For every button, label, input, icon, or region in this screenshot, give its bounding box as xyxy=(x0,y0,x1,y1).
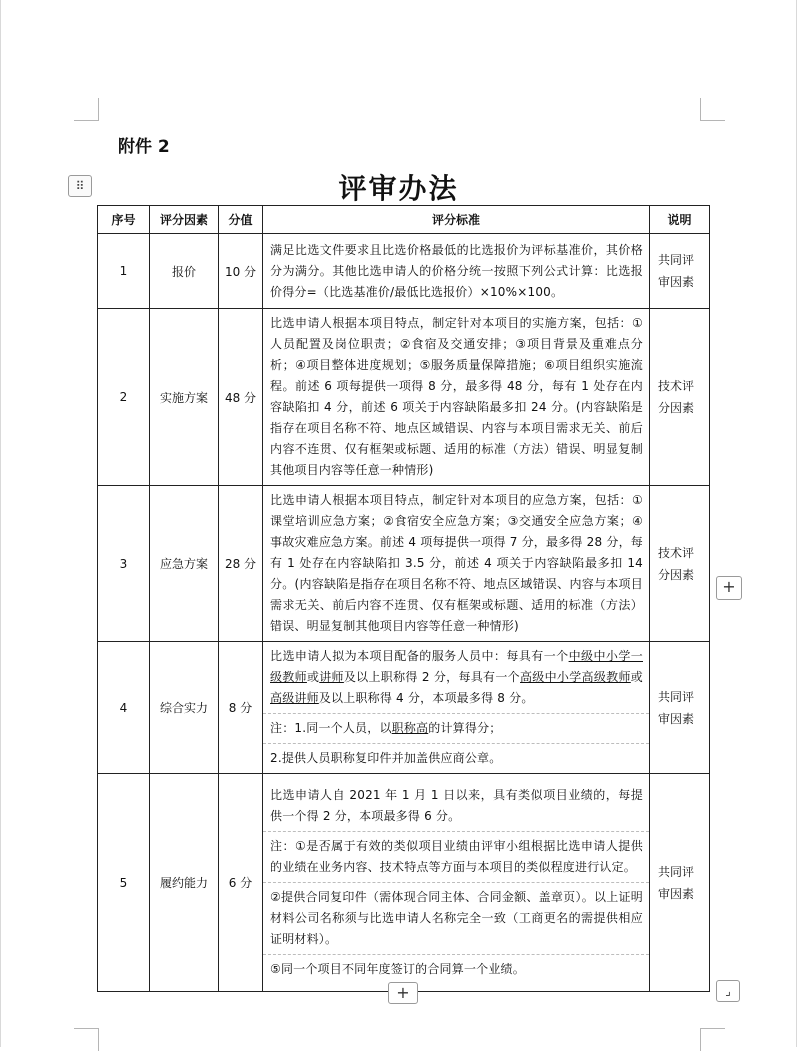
text-run: 注：1.同一个人员，以 xyxy=(270,721,392,735)
criteria-text: 比选申请人根据本项目特点，制定针对本项目的应急方案，包括：①课堂培训应急方案；②食宿安全应急方案；③交通安全应急方案；④事故灾难应急方案。前述 4 项每提供一项得 7 分，最多得 28 分，每有 1 处存在内容缺陷扣 3.5 分，前述 4 项关于内容缺陷最多扣 14 分。(内容缺陷是指存在项目名称不符、地点区域错误、内容与本项目需求无关、前后内容不连贯、仅有框架或标题、适用的标准（方法）错误、明显复制其他项目内容等任意一种情形) xyxy=(270,493,643,633)
header-no: 序号 xyxy=(98,206,150,234)
text-run: 或 xyxy=(306,670,320,684)
criteria-text xyxy=(263,642,649,713)
add-row-button[interactable]: + xyxy=(388,982,418,1004)
row-no: 3 xyxy=(98,486,150,642)
document-title: 评审办法 xyxy=(338,172,459,205)
criteria-note-3: ⑤同一个项目不同年度签订的合同算一个业绩。 xyxy=(263,954,649,984)
underlined-text: 讲师 xyxy=(319,670,344,684)
row-factor: 履约能力 xyxy=(150,774,219,992)
table-move-handle-icon[interactable]: ⠿ xyxy=(68,175,92,197)
table-row xyxy=(98,774,710,992)
criteria-note-2: ②提供合同复印件（需体现合同主体、合同金额、盖章页）。以上证明材料公司名称须与比选申请人名称完全一致（工商更名的需提供相应证明材料）。 xyxy=(263,882,649,954)
table-row xyxy=(98,234,710,309)
page-left-edge xyxy=(0,0,1,1047)
row-factor: 综合实力 xyxy=(150,642,219,774)
row-note: 共同评审因素 xyxy=(650,642,710,774)
criteria-note-1 xyxy=(263,713,649,743)
criteria-text: 比选申请人根据本项目特点，制定针对本项目的实施方案，包括：①人员配置及岗位职责；②食宿及交通安排；③项目背景及重难点分析；④项目整体进度规划；⑤服务质量保障措施；⑥项目组织实施流程。前述 6 项每提供一项得 8 分，最多得 48 分，每有 1 处存在内容缺陷扣 4 分，前述 6 项关于内容缺陷最多扣 24 分。(内容缺陷是指存在项目名称不符、地点区域错误、内容与本项目需求无关、前后内容不连贯、仅有框架或标题、适用的标准（方法）错误、明显复制其他项目内容等任意一种情形) xyxy=(270,316,643,477)
row-no: 1 xyxy=(98,234,150,309)
criteria-text: 比选申请人自 2021 年 1 月 1 日以来，具有类似项目业绩的，每提供一个得 2 分，本项最多得 6 分。 xyxy=(270,788,643,823)
table-row xyxy=(98,486,710,642)
resize-table-icon[interactable]: ⌟ xyxy=(716,980,740,1002)
header-criteria: 评分标准 xyxy=(263,206,650,234)
crop-mark-top-left xyxy=(74,98,99,121)
row-no: 5 xyxy=(98,774,150,992)
criteria-text: 满足比选文件要求且比选价格最低的比选报价为评标基准价，其价格分为满分。其他比选申请人的价格分统一按照下列公式计算：比选报价得分=（比选基准价/最低比选报价）×10%×100。 xyxy=(270,242,643,299)
header-note: 说明 xyxy=(650,206,710,234)
row-score: 48 分 xyxy=(219,309,263,486)
row-no: 4 xyxy=(98,642,150,774)
table-row xyxy=(98,642,710,774)
row-score: 10 分 xyxy=(219,234,263,309)
row-note: 技术评分因素 xyxy=(650,309,710,486)
table-row xyxy=(98,309,710,486)
row-score: 8 分 xyxy=(219,642,263,774)
underlined-text: 职称高 xyxy=(391,721,429,735)
table-header-row xyxy=(98,206,710,234)
add-column-button[interactable]: + xyxy=(716,576,742,600)
attachment-label: 附件 2 xyxy=(118,137,170,157)
crop-mark-bottom-right xyxy=(700,1028,725,1051)
underlined-text: 中级中小学一级教师 xyxy=(270,649,643,684)
row-criteria xyxy=(263,774,650,992)
crop-mark-top-right xyxy=(700,98,725,121)
row-score: 28 分 xyxy=(219,486,263,642)
text-run: 或 xyxy=(630,670,643,684)
row-note: 共同评审因素 xyxy=(650,774,710,992)
scoring-table xyxy=(97,205,710,992)
criteria-note-1: 注：①是否属于有效的类似项目业绩由评审小组根据比选申请人提供的业绩在业务内容、技术特点等方面与本项目的类似程度进行认定。 xyxy=(263,831,649,882)
row-factor: 实施方案 xyxy=(150,309,219,486)
row-criteria xyxy=(263,234,650,309)
header-score: 分值 xyxy=(219,206,263,234)
text-run: 的计算得分； xyxy=(428,721,502,735)
text-run: 及以上职称得 4 分，本项最多得 8 分。 xyxy=(318,691,534,705)
criteria-note-2: 2.提供人员职称复印件并加盖供应商公章。 xyxy=(263,743,649,773)
row-score: 6 分 xyxy=(219,774,263,992)
text-run: 及以上职称得 2 分，每具有一个 xyxy=(343,670,520,684)
row-note: 共同评审因素 xyxy=(650,234,710,309)
underlined-text: 高级讲师 xyxy=(270,691,319,705)
row-factor: 报价 xyxy=(150,234,219,309)
header-factor: 评分因素 xyxy=(150,206,219,234)
underlined-text: 高级中小学高级教师 xyxy=(520,670,631,684)
row-note: 技术评分因素 xyxy=(650,486,710,642)
row-criteria xyxy=(263,309,650,486)
row-factor: 应急方案 xyxy=(150,486,219,642)
row-criteria xyxy=(263,642,650,774)
row-criteria xyxy=(263,486,650,642)
crop-mark-bottom-left xyxy=(74,1028,99,1051)
row-no: 2 xyxy=(98,309,150,486)
text-run: 比选申请人拟为本项目配备的服务人员中：每具有一个 xyxy=(270,649,569,663)
